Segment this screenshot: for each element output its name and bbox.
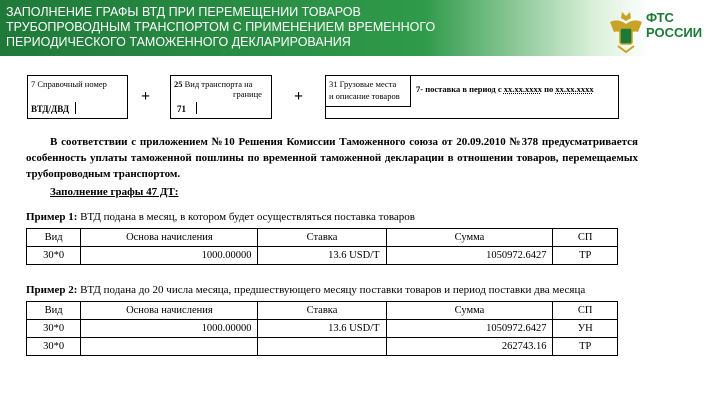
box-31-text-prefix: 7- поставка в период с <box>416 84 504 94</box>
table-cell: 13.6 USD/T <box>258 320 386 338</box>
table-cell: 13.6 USD/T <box>258 247 386 265</box>
table-cell: УН <box>553 320 618 338</box>
table-header-cell: Основа начисления <box>81 229 258 247</box>
table-cell: 30*0 <box>27 338 81 356</box>
example-2-text: ВТД подана до 20 числа месяца, предшествующего месяцу поставки товаров и период поставки два месяца <box>77 284 586 296</box>
box-31-label-cell <box>326 76 411 107</box>
table-cell: 1000.00000 <box>81 247 258 265</box>
logo-text-line: ФТС <box>646 10 674 25</box>
table-header-row <box>27 302 618 320</box>
table-header-cell: Сумма <box>386 302 553 320</box>
example-2-caption <box>26 284 585 296</box>
example-2-table <box>26 301 618 356</box>
table-header-cell: Ставка <box>258 229 386 247</box>
table-header-row <box>27 229 618 247</box>
box-25-label-2: границе <box>233 89 262 99</box>
table-row <box>27 320 618 338</box>
table-header-cell: Ставка <box>258 302 386 320</box>
box-25-label-1: Вид транспорта на <box>184 79 253 89</box>
box-31-label-2: и описание товаров <box>329 91 400 101</box>
box-7-reference-number <box>27 75 128 119</box>
box-31-goods-description <box>325 75 619 119</box>
table-header-cell: Вид <box>27 302 81 320</box>
example-1-caption <box>26 211 415 223</box>
table-header-cell: СП <box>553 229 618 247</box>
slide-title-line: ТРУБОПРОВОДНЫМ ТРАНСПОРТОМ С ПРИМЕНЕНИЕМ ВРЕМЕННОГО <box>6 20 436 34</box>
example-1-table <box>26 228 618 265</box>
plus-sign: + <box>294 88 304 105</box>
logo-text-line: РОССИИ <box>646 25 703 40</box>
box-25-label <box>174 79 252 89</box>
box-7-value: ВТД/ДВД <box>31 104 70 114</box>
example-1-text: ВТД подана в месяц, в котором будет осуществляться поставка товаров <box>77 211 415 223</box>
table-cell <box>81 338 258 356</box>
table-cell <box>258 338 386 356</box>
box-25-label-num: 25 <box>174 79 183 89</box>
slide-title <box>6 5 526 50</box>
box-31-text <box>416 84 594 94</box>
slide-title-line: ПЕРИОДИЧЕСКОГО ТАМОЖЕННОГО ДЕКЛАРИРОВАНИЯ <box>6 35 351 49</box>
table-header-cell: Основа начисления <box>81 302 258 320</box>
table-row <box>27 247 618 265</box>
date-from: хх.хх.хххх <box>503 84 542 94</box>
table-cell: 1000.00000 <box>81 320 258 338</box>
logo-text <box>646 10 702 40</box>
box-25-transport-type <box>170 75 272 119</box>
text-cursor <box>196 102 197 114</box>
table-cell: 30*0 <box>27 320 81 338</box>
example-1-label: Пример 1: <box>26 211 78 223</box>
table-cell: ТР <box>553 247 618 265</box>
slide-title-line: ЗАПОЛНЕНИЕ ГРАФЫ ВТД ПРИ ПЕРЕМЕЩЕНИИ ТОВАРОВ <box>6 5 361 19</box>
table-row <box>27 338 618 356</box>
box-31-label-1: 31 Грузовые места <box>329 79 397 89</box>
date-to: хх.хх.хххх <box>555 84 594 94</box>
table-cell: 1050972.6427 <box>386 247 553 265</box>
example-2-label: Пример 2: <box>26 284 78 296</box>
text-cursor <box>75 102 76 114</box>
box-25-value: 71 <box>177 104 186 114</box>
table-cell: 262743.16 <box>386 338 553 356</box>
table-cell: 30*0 <box>27 247 81 265</box>
table-header-cell: СП <box>553 302 618 320</box>
table-cell: ТР <box>553 338 618 356</box>
table-header-cell: Сумма <box>386 229 553 247</box>
box-7-label: 7 Справочный номер <box>31 79 107 89</box>
regulation-paragraph: В соответствии с приложением №10 Решения Комиссии Таможенного союза от 20.09.2010 №378 предусматривается особенность уплаты таможенной пошлины по временной таможенной декларации в отношении товаров, перемещаемых трубопроводным транспортом. <box>26 136 638 180</box>
table-header-cell: Вид <box>27 229 81 247</box>
plus-sign: + <box>141 88 151 105</box>
table-cell: 1050972.6427 <box>386 320 553 338</box>
box-31-text-mid: по <box>541 84 556 94</box>
subheading: Заполнение графы 47 ДТ: <box>50 186 179 198</box>
